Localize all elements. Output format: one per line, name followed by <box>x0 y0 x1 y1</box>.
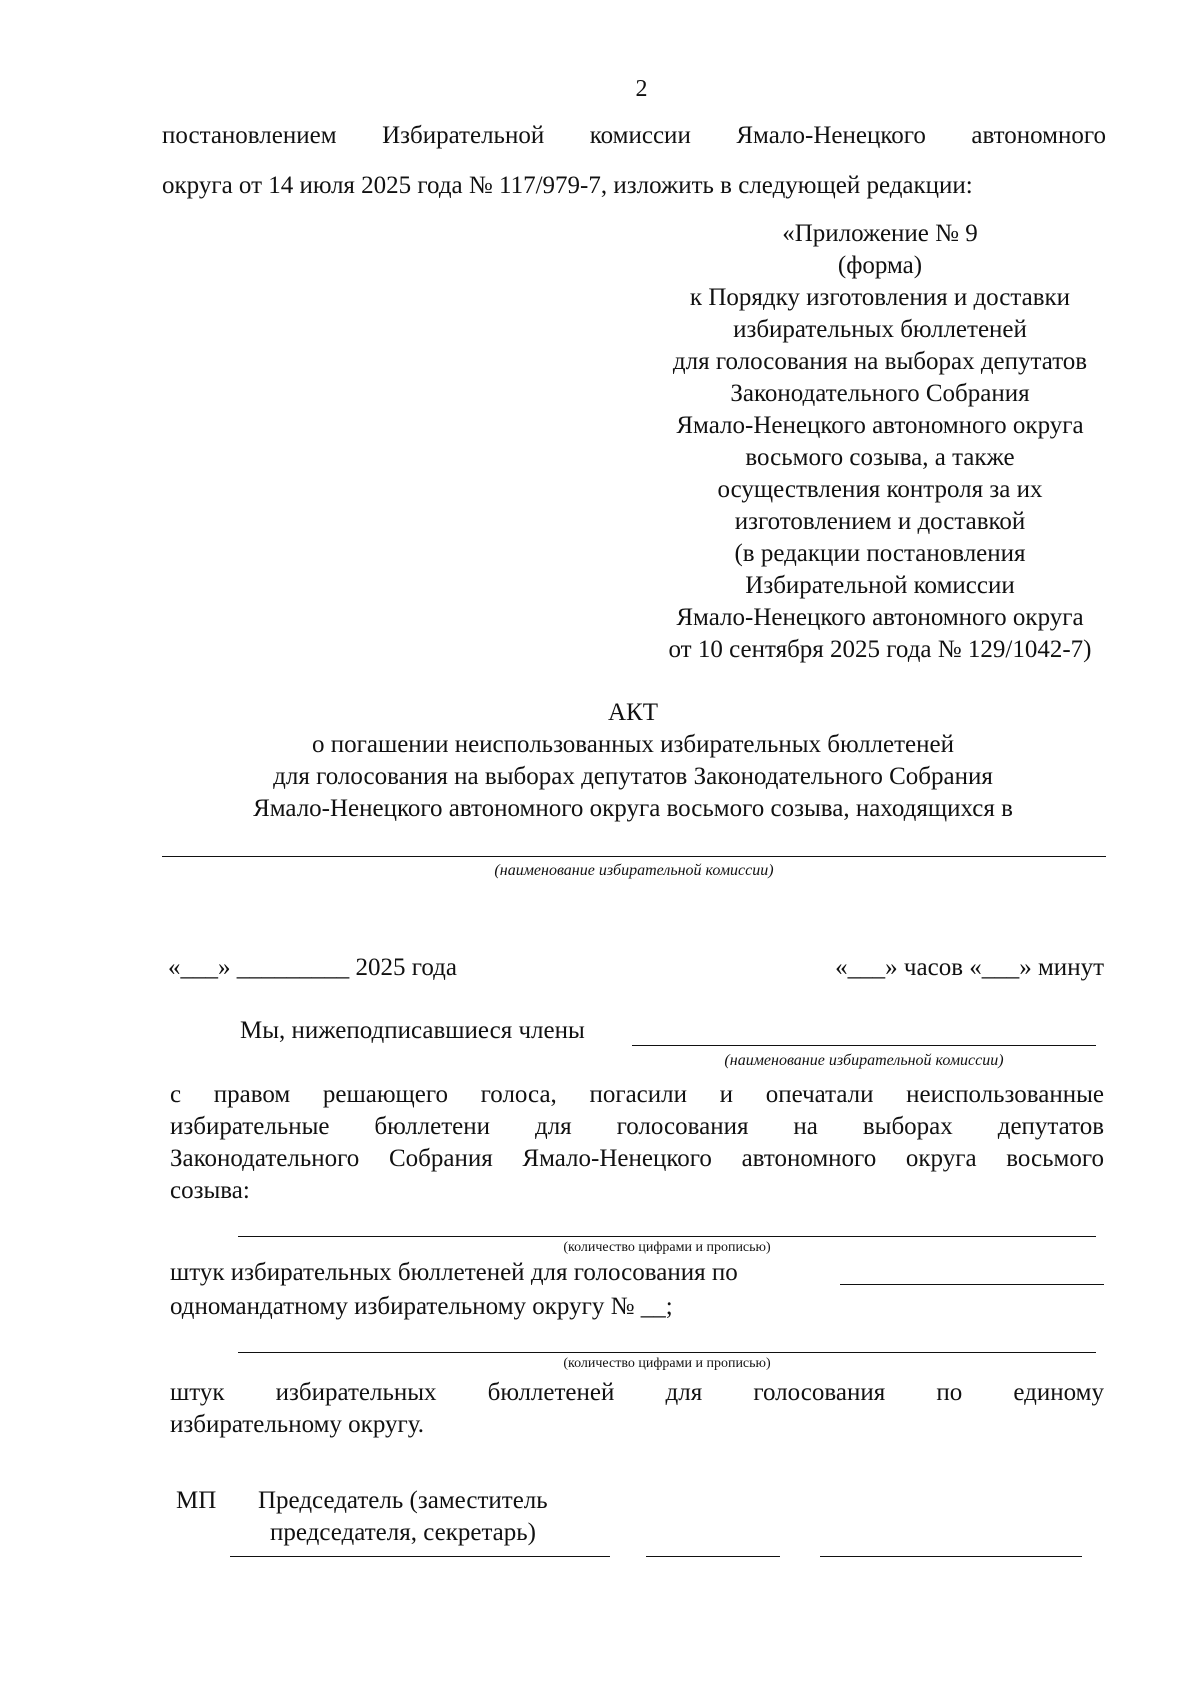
para1-line-4: созыва: <box>170 1177 250 1204</box>
act-heading: АКТ <box>608 699 658 726</box>
commission-name-line <box>162 856 1106 857</box>
annex-line: для голосования на выборах депутатов <box>672 348 1088 375</box>
commission-caption-2: (наименование избирательной комиссии) <box>724 1052 1004 1069</box>
para1-line-2: избирательные бюллетени для голосования на выборах депутатов <box>170 1113 1104 1140</box>
annex-line: Законодательного Собрания <box>730 380 1030 407</box>
para1-line-3: Законодательного Собрания Ямало-Ненецкого автономного округа восьмого <box>170 1145 1104 1172</box>
annex-line: Ямало-Ненецкого автономного округа <box>676 604 1084 631</box>
unified-line-2: избирательному округу. <box>170 1411 424 1438</box>
quantity-line-1 <box>238 1236 1096 1237</box>
act-line-3: Ямало-Ненецкого автономного округа восьмого созыва, находящихся в <box>253 795 1013 822</box>
undersigned-text: Мы, нижеподписавшиеся члены <box>240 1017 585 1044</box>
signature-position-line <box>230 1556 610 1557</box>
annex-line: осуществления контроля за их <box>717 476 1043 503</box>
commission-name-line-2 <box>632 1045 1096 1046</box>
quantity-line-2 <box>238 1352 1096 1353</box>
time-field: «___» часов «___» минут <box>835 954 1104 981</box>
commission-caption: (наименование избирательной комиссии) <box>494 862 774 879</box>
annex-line: (форма) <box>837 252 923 279</box>
annex-block <box>630 218 1130 666</box>
annex-line: восьмого созыва, а также <box>745 444 1015 471</box>
page-number: 2 <box>635 76 648 102</box>
act-title <box>160 697 1106 825</box>
annex-line: Ямало-Ненецкого автономного округа <box>676 412 1084 439</box>
act-line-1: о погашении неиспользованных избирательных бюллетеней <box>311 731 955 758</box>
single-mandate-line-1: штук избирательных бюллетеней для голосования по <box>170 1259 738 1286</box>
chair-line-2: председателя, секретарь) <box>270 1519 536 1546</box>
unified-line-1: штук избирательных бюллетеней для голосования по единому <box>170 1379 1104 1406</box>
intro-line-2: округа от 14 июля 2025 года № 117/979-7, изложить в следующей редакции: <box>162 172 973 199</box>
annex-line: от 10 сентября 2025 года № 129/1042-7) <box>668 636 1092 663</box>
single-mandate-blank <box>840 1284 1104 1285</box>
annex-line: к Порядку изготовления и доставки <box>689 284 1071 311</box>
annex-line: избирательных бюллетеней <box>733 316 1027 343</box>
single-mandate-line-2: одномандатному избирательному округу № __; <box>170 1293 673 1320</box>
act-line-2: для голосования на выборах депутатов Законодательного Собрания <box>273 763 993 790</box>
annex-line: «Приложение № 9 <box>782 220 978 247</box>
date-field: «___» _________ 2025 года <box>168 954 457 981</box>
chair-line-1: Председатель (заместитель <box>258 1487 548 1514</box>
annex-line: Избирательной комиссии <box>745 572 1015 599</box>
quantity-caption-2: (количество цифрами и прописью) <box>563 1356 771 1371</box>
intro-line-1: постановлением Избирательной комиссии Ямало-Ненецкого автономного <box>162 122 1106 149</box>
signature-name-line <box>820 1556 1082 1557</box>
signature-line <box>646 1556 780 1557</box>
annex-line: изготовлением и доставкой <box>734 508 1026 535</box>
quantity-caption-1: (количество цифрами и прописью) <box>563 1240 771 1255</box>
annex-line: (в редакции постановления <box>734 540 1026 567</box>
para1-line-1: с правом решающего голоса, погасили и опечатали неиспользованные <box>170 1081 1104 1108</box>
seal-mark: МП <box>176 1487 217 1514</box>
